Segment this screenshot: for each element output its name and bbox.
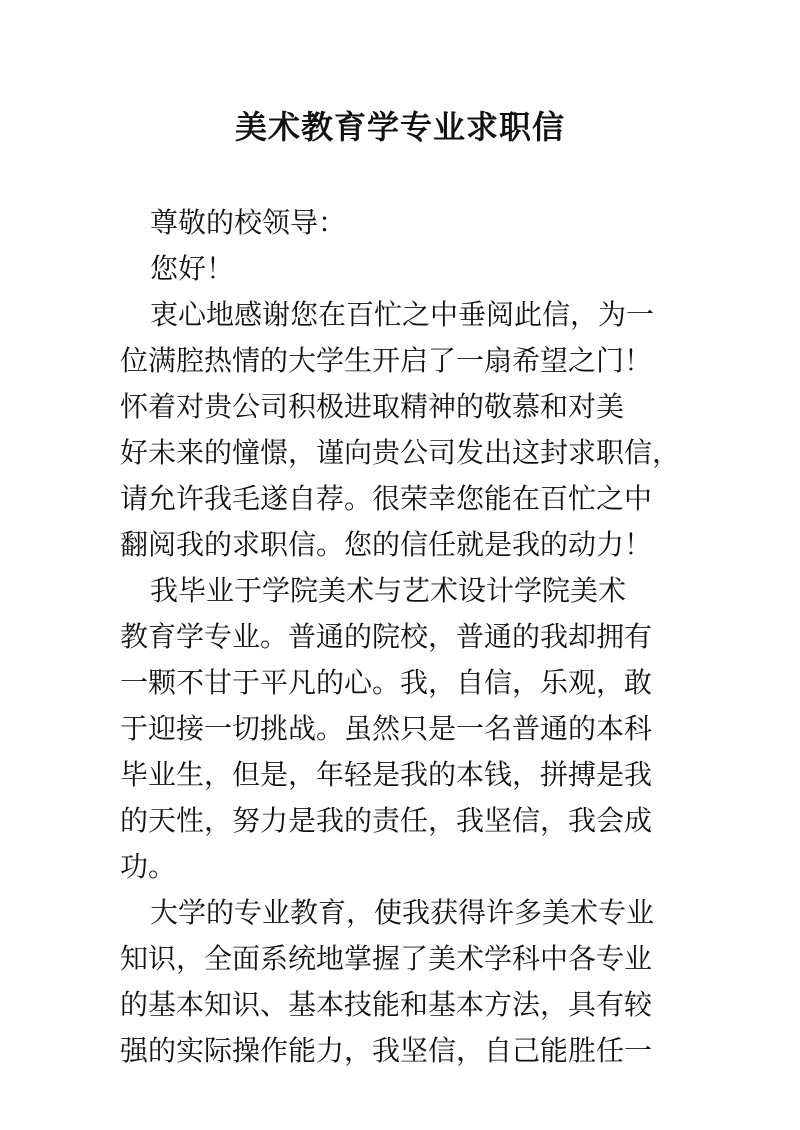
document-title: 美术教育学专业求职信 <box>234 108 565 146</box>
letter-body <box>120 200 700 1074</box>
text-line: 教育学专业。普通的院校，普通的我却拥有 <box>120 620 653 653</box>
text-line: 请允许我毛遂自荐。很荣幸您能在百忙之中 <box>120 482 653 515</box>
text-line: 您好！ <box>150 252 235 285</box>
text-line: 知识，全面系统地掌握了美术学科中各专业 <box>120 942 653 975</box>
text-line: 位满腔热情的大学生开启了一扇希望之门！ <box>120 344 653 377</box>
text-line: 的基本知识、基本技能和基本方法，具有较 <box>120 988 653 1021</box>
text-line: 怀着对贵公司积极进取精神的敬慕和对美 <box>120 390 625 423</box>
text-line: 强的实际操作能力，我坚信，自己能胜任一 <box>120 1034 653 1067</box>
text-line: 衷心地感谢您在百忙之中垂阅此信，为一 <box>150 298 655 331</box>
text-line: 功。 <box>120 850 177 883</box>
text-line: 翻阅我的求职信。您的信任就是我的动力！ <box>120 528 653 561</box>
text-line: 毕业生，但是，年轻是我的本钱，拼搏是我 <box>120 758 653 791</box>
text-line: 尊敬的校领导： <box>150 206 347 239</box>
text-line: 一颗不甘于平凡的心。我，自信，乐观，敢 <box>120 666 653 699</box>
text-line: 好未来的憧憬，谨向贵公司发出这封求职信， <box>120 436 681 469</box>
text-line: 的天性，努力是我的责任，我坚信，我会成 <box>120 804 653 837</box>
text-line: 我毕业于学院美术与艺术设计学院美术 <box>150 574 627 607</box>
text-line: 于迎接一切挑战。虽然只是一名普通的本科 <box>120 712 653 745</box>
text-line: 大学的专业教育，使我获得许多美术专业 <box>150 896 655 929</box>
